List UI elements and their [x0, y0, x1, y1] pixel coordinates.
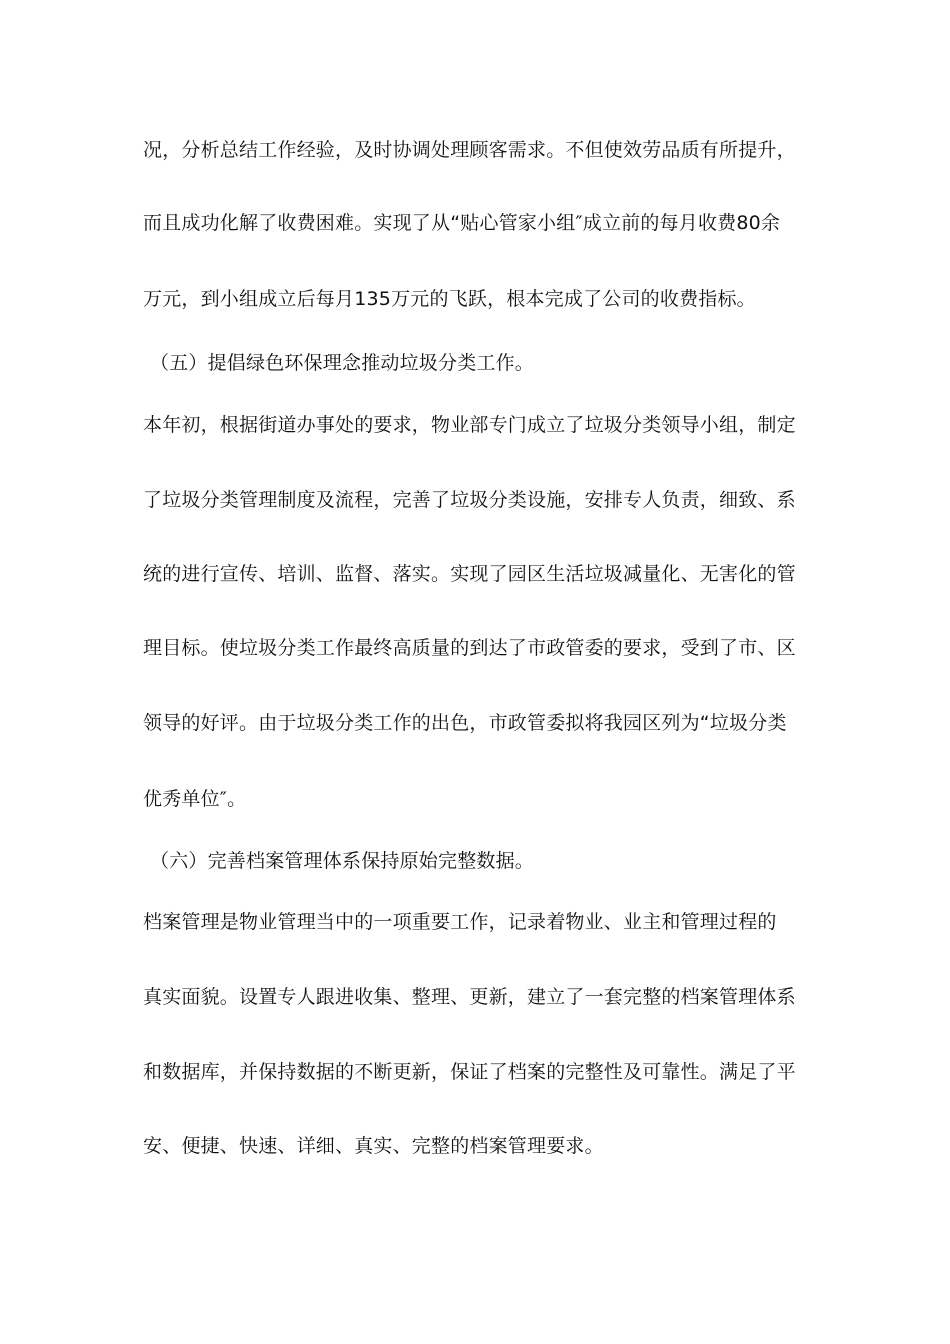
paragraph-line: 理目标。使垃圾分类工作最终高质量的到达了市政管委的要求，受到了市、区: [143, 637, 796, 659]
paragraph-line: 档案管理是物业管理当中的一项重要工作，记录着物业、业主和管理过程的: [143, 911, 777, 933]
paragraph-line: 和数据库，并保持数据的不断更新，保证了档案的完整性及可靠性。满足了平: [143, 1061, 796, 1083]
paragraph-line: 真实面貌。设置专人跟进收集、整理、更新，建立了一套完整的档案管理体系: [143, 986, 796, 1008]
paragraph-line: 万元，到小组成立后每月135万元的飞跃，根本完成了公司的收费指标。: [143, 288, 756, 310]
section-heading: （五）提倡绿色环保理念推动垃圾分类工作。: [150, 352, 535, 374]
paragraph-line: 况，分析总结工作经验，及时协调处理顾客需求。不但使效劳品质有所提升，: [143, 139, 796, 161]
paragraph-line: 安、便捷、快速、详细、真实、完整的档案管理要求。: [143, 1135, 604, 1157]
paragraph-line: 统的进行宣传、培训、监督、落实。实现了园区生活垃圾减量化、无害化的管: [143, 563, 796, 585]
paragraph-line: 领导的好评。由于垃圾分类工作的出色，市政管委拟将我园区列为“垃圾分类: [143, 712, 787, 734]
paragraph-line: 优秀单位″。: [143, 788, 247, 810]
paragraph-line: 而且成功化解了收费困难。实现了从“贴心管家小组″成立前的每月收费80余: [143, 212, 781, 234]
section-heading: （六）完善档案管理体系保持原始完整数据。: [150, 850, 535, 872]
paragraph-line: 本年初，根据街道办事处的要求，物业部专门成立了垃圾分类领导小组，制定: [143, 414, 796, 436]
paragraph-line: 了垃圾分类管理制度及流程，完善了垃圾分类设施，安排专人负责，细致、系: [143, 489, 796, 511]
